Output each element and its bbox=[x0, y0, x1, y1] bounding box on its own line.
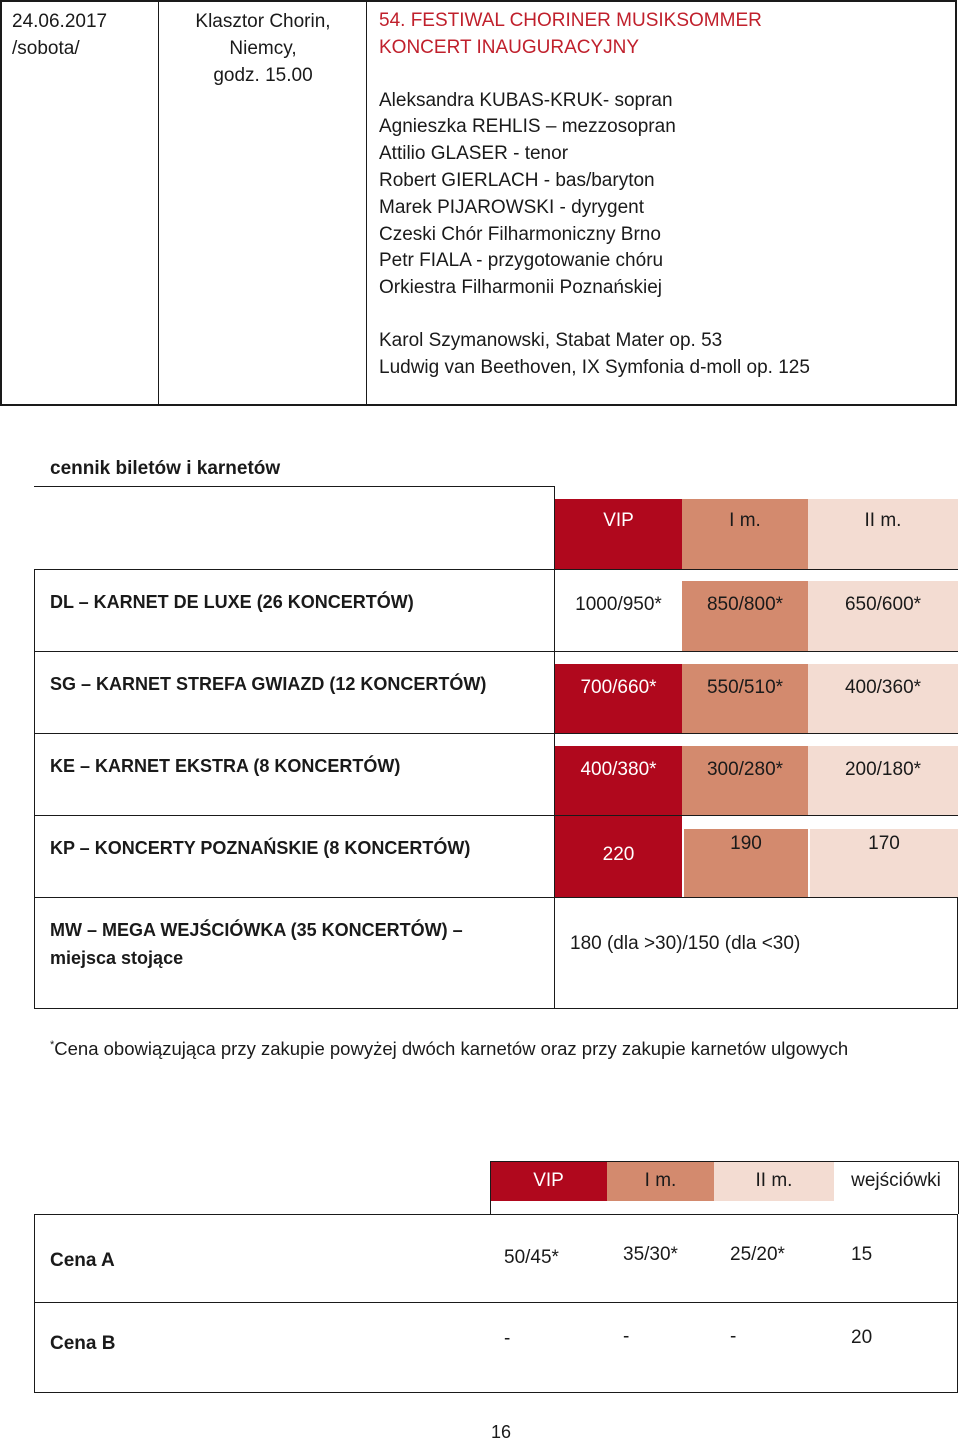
price-second-tier: 170 bbox=[808, 829, 958, 897]
performer: Aleksandra KUBAS-KRUK- sopran bbox=[379, 89, 673, 111]
price-first-tier: 35/30* bbox=[623, 1244, 678, 1265]
column-divider bbox=[158, 2, 159, 404]
header-vip: VIP bbox=[490, 1161, 607, 1201]
event-table bbox=[0, 0, 957, 406]
event-date: 24.06.2017 /sobota/ bbox=[12, 11, 108, 59]
header-second-tier: II m. bbox=[808, 499, 958, 569]
price-first-tier: 190 bbox=[682, 829, 808, 897]
price-vip: - bbox=[504, 1328, 511, 1349]
price-vip: 50/45* bbox=[504, 1247, 559, 1268]
header-entry: wejściówki bbox=[851, 1170, 941, 1191]
row-label: DL – KARNET DE LUXE (26 KONCERTÓW) bbox=[50, 592, 414, 612]
concert-title: KONCERT INAUGURACYJNY bbox=[379, 36, 640, 58]
row-label: SG – KARNET STREFA GWIAZD (12 KONCERTÓW) bbox=[50, 674, 487, 694]
pricing-heading: cennik biletów i karnetów bbox=[50, 458, 281, 479]
price-first-tier: 850/800* bbox=[682, 581, 808, 651]
festival-title: 54. FESTIWAL CHORINER MUSIKSOMMER bbox=[379, 10, 762, 31]
event-place: Klasztor Chorin, Niemcy, godz. 15.00 bbox=[195, 11, 331, 86]
price-second-tier: - bbox=[730, 1326, 737, 1347]
footnote-mark: * bbox=[50, 1038, 55, 1051]
price-vip: 400/380* bbox=[555, 746, 682, 815]
performer: Czeski Chór Filharmoniczny Brno bbox=[379, 223, 661, 245]
header-first-tier: I m. bbox=[607, 1161, 714, 1201]
row-label: KE – KARNET EKSTRA (8 KONCERTÓW) bbox=[50, 756, 401, 776]
row-label: KP – KONCERTY POZNAŃSKIE (8 KONCERTÓW) bbox=[50, 838, 471, 858]
event-details bbox=[379, 8, 954, 382]
price-vip: 700/660* bbox=[555, 664, 682, 733]
price-first-tier: 550/510* bbox=[682, 664, 808, 733]
column-divider bbox=[366, 2, 367, 404]
row-label: Cena A bbox=[50, 1250, 115, 1271]
header-second-tier: II m. bbox=[714, 1161, 834, 1201]
price-entry: 20 bbox=[851, 1327, 873, 1348]
price-first-tier: - bbox=[623, 1326, 630, 1347]
performer: Marek PIJAROWSKI - dyrygent bbox=[379, 196, 645, 218]
performer: Attilio GLASER - tenor bbox=[379, 143, 569, 165]
program-item: Karol Szymanowski, Stabat Mater op. 53 bbox=[379, 329, 723, 351]
performer: Orkiestra Filharmonii Poznańskiej bbox=[379, 277, 662, 299]
header-vip: VIP bbox=[555, 499, 682, 569]
performer: Robert GIERLACH - bas/baryton bbox=[379, 169, 655, 191]
program-item: Ludwig van Beethoven, IX Symfonia d-moll op. 125 bbox=[379, 356, 810, 378]
header-first-tier: I m. bbox=[682, 499, 808, 569]
price-first-tier: 300/280* bbox=[682, 746, 808, 815]
price-entry: 15 bbox=[851, 1244, 873, 1265]
price-vip: 220 bbox=[555, 816, 682, 897]
performer: Agnieszka REHLIS – mezzosopran bbox=[379, 116, 676, 138]
price-second-tier: 650/600* bbox=[808, 581, 958, 651]
performer: Petr FIALA - przygotowanie chóru bbox=[379, 250, 664, 272]
row-label: Cena B bbox=[50, 1333, 116, 1354]
footnote: *Cena obowiązująca przy zakupie powyżej dwóch karnetów oraz przy zakupie karnetów ulgowych bbox=[50, 1038, 849, 1059]
page-number: 16 bbox=[491, 1422, 512, 1442]
heading-underline bbox=[34, 486, 554, 487]
mega-price: 180 (dla >30)/150 (dla <30) bbox=[570, 933, 801, 954]
price-vip: 1000/950* bbox=[555, 581, 682, 651]
price-second-tier: 25/20* bbox=[730, 1244, 785, 1265]
tickets-table bbox=[34, 1214, 958, 1393]
mega-label: MW – MEGA WEJŚCIÓWKA (35 KONCERTÓW) – miejsca stojące bbox=[50, 920, 463, 968]
price-second-tier: 400/360* bbox=[808, 664, 958, 733]
price-second-tier: 200/180* bbox=[808, 746, 958, 815]
